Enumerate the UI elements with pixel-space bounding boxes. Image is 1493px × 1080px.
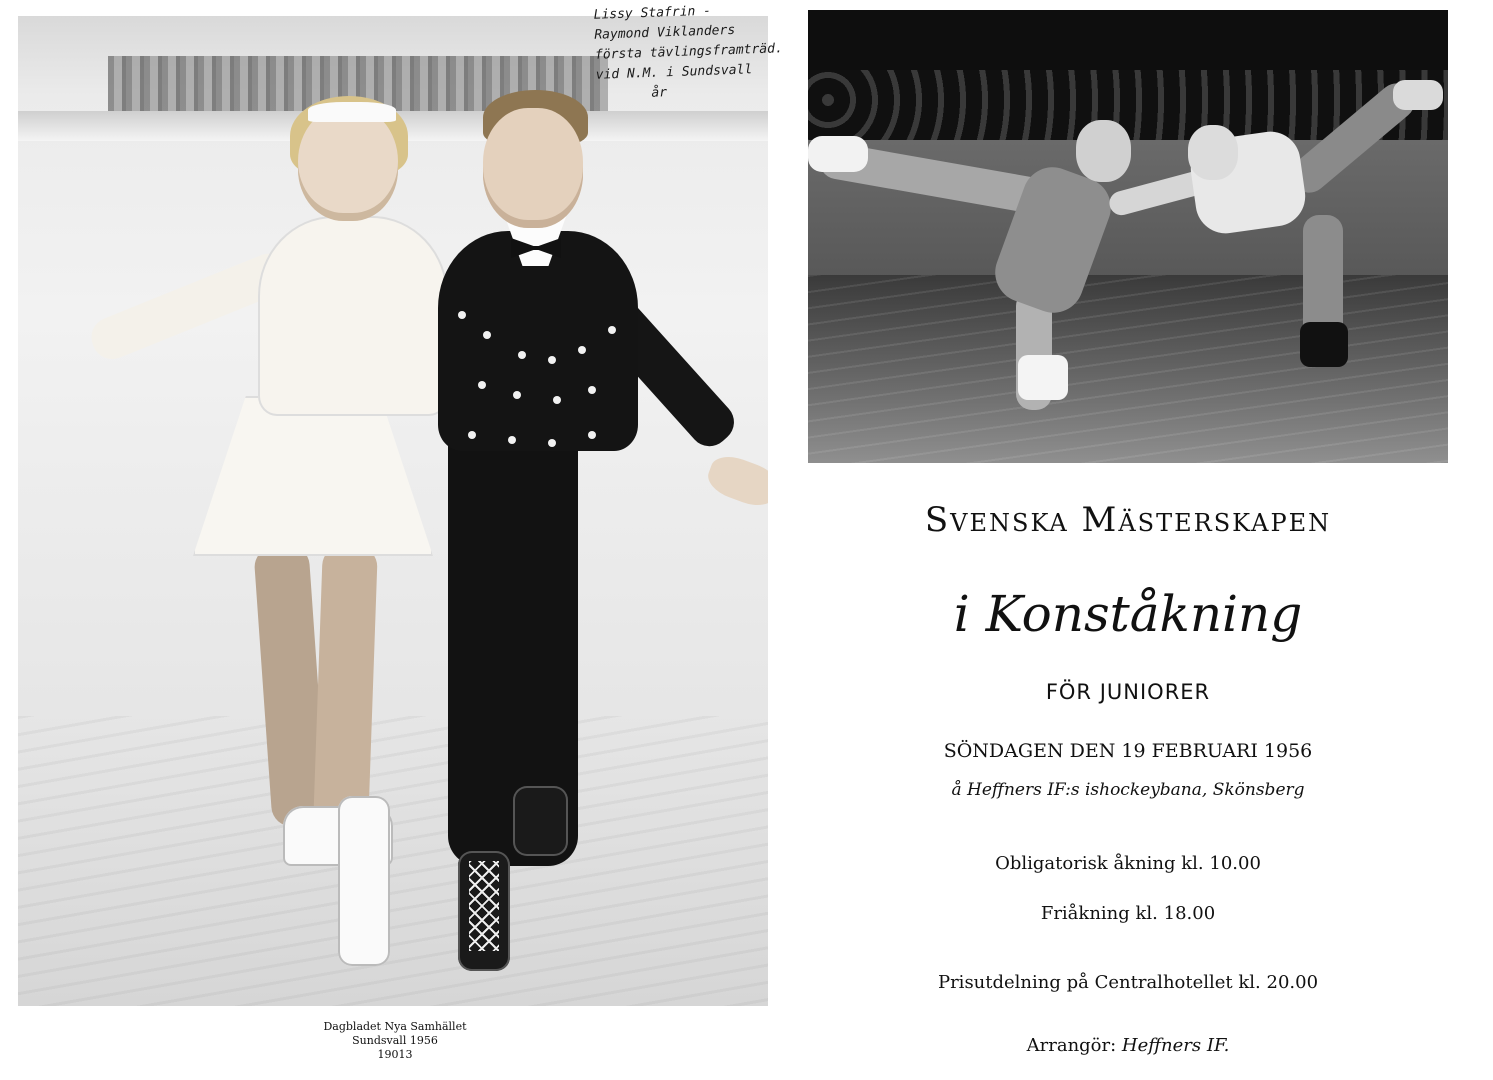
photo-caption — [250, 1020, 540, 1062]
skater-one-head — [1076, 120, 1131, 182]
handwritten-line: Lissy Stafrin - — [593, 3, 712, 23]
skater-one-skate — [1018, 355, 1068, 400]
skating-pair-photo — [18, 16, 768, 1006]
schedule-compulsory: Obligatorisk åkning kl. 10.00 — [995, 853, 1261, 874]
handwritten-line: år — [651, 85, 668, 101]
skater-two-raised-skate — [1393, 80, 1443, 110]
event-category: FÖR JUNIORER — [1045, 680, 1211, 704]
girl-headband — [308, 102, 396, 122]
schedule-prize-ceremony: Prisutdelning på Centralhotellet kl. 20.00 — [937, 972, 1319, 993]
event-title: Svenska Mästerskapen — [924, 500, 1332, 540]
boy-skate-right — [513, 786, 568, 856]
caption-line: Sundsvall 1956 — [352, 1034, 438, 1047]
handwritten-line: Raymond Viklanders — [594, 22, 736, 43]
boy-skate-left — [458, 851, 510, 971]
skater-one-raised-skate — [808, 136, 868, 172]
organizer-name: Heffners IF. — [1121, 1035, 1230, 1056]
organizer-line — [808, 1035, 1448, 1056]
organizer-label: Arrangör: — [1026, 1035, 1117, 1056]
boy-face — [483, 108, 583, 228]
girl-face — [298, 106, 398, 221]
pair-skating-photo — [808, 10, 1448, 463]
ice-marks — [808, 275, 1448, 463]
girl-dress — [258, 216, 448, 416]
girl-leg-right — [313, 545, 378, 827]
schedule-free-skating: Friåkning kl. 18.00 — [1040, 903, 1216, 924]
caption-line: 19013 — [377, 1048, 413, 1061]
boy-hand — [703, 450, 768, 512]
skater-two-skate — [1300, 322, 1348, 367]
handwritten-line: vid N.M. i Sundsvall — [595, 62, 753, 83]
skater-two-head — [1188, 125, 1238, 180]
event-venue: å Heffners IF:s ishockeybana, Skönsberg — [951, 780, 1305, 800]
event-subtitle: i Konståkning — [953, 585, 1303, 643]
girl-skirt — [193, 396, 433, 556]
event-date: SÖNDAGEN DEN 19 FEBRUARI 1956 — [943, 740, 1313, 762]
handwritten-note — [593, 0, 811, 106]
girl-skate-right — [338, 796, 390, 966]
ice-surface — [18, 716, 768, 1006]
caption-line: Dagbladet Nya Samhället — [323, 1020, 467, 1033]
handwritten-line: första tävlingsframträd. — [594, 41, 784, 63]
